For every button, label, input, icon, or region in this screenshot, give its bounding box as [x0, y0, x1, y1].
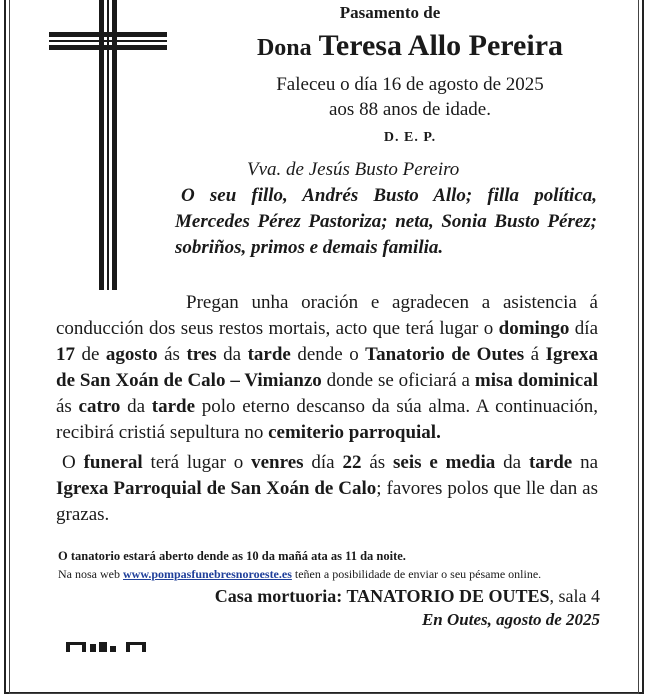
service-details: [56, 290, 598, 528]
death-date: Faleceu o día 16 de agosto de 2025: [276, 74, 544, 95]
web-condolence-note: Na nosa web www.pompasfunebresnoroeste.es teñen a posibilidade de enviar o seu pésame online.: [58, 567, 542, 581]
tanatorio-hours-note: O tanatorio estará aberto dende as 10 da mañá ata as 11 da noite.: [58, 549, 406, 563]
website-link[interactable]: www.pompasfunebresnoroeste.es: [122, 567, 292, 581]
funeral-home-room: , sala 4: [549, 586, 600, 606]
mourners-block: [175, 157, 597, 261]
qr-code-icon: [66, 642, 148, 652]
place-date: En Outes, agosto de 2025: [421, 610, 600, 629]
funeral-paragraph: O funeral terá lugar o venres día 22 ás seis e media da tarde na Igrexa Parroquial de San Xoán de Calo; favores polos que lle dan as grazas.: [56, 452, 599, 525]
deceased-name: [200, 29, 620, 63]
name-honorific: Dona: [256, 35, 312, 61]
funeral-home-place: TANATORIO DE OUTES: [346, 586, 550, 606]
latin-cross-icon: [49, 0, 167, 290]
dep-text: D. E. P.: [383, 130, 437, 145]
funeral-home: [215, 586, 600, 607]
age-line: aos 88 anos de idade.: [329, 99, 491, 120]
name-full: Teresa Allo Pereira: [318, 29, 564, 62]
notice-header: Pasamento de: [339, 3, 441, 22]
funeral-home-label: Casa mortuoria:: [214, 586, 343, 606]
widow-line: Vva. de Jesús Busto Pereiro: [247, 159, 460, 180]
service-paragraph: Pregan unha oración e agradecen a asistencia á conducción dos seus restos mortais, acto que terá lugar o domingo día 17 de agosto ás tres da tarde dende o Tanatorio de Outes á Igrexa de San Xoán de Calo – Vimianzo donde se oficiará a misa dominical ás catro da tarde polo eterno descanso da súa alma. A continuación, recibirá cristiá sepultura no cemiterio parroquial.: [56, 292, 598, 443]
family-list: O seu fillo, Andrés Busto Allo; filla política, Mercedes Pérez Pastoriza; neta, Sonia Busto Pérez; sobriños, primos e demais familia.: [175, 185, 597, 258]
